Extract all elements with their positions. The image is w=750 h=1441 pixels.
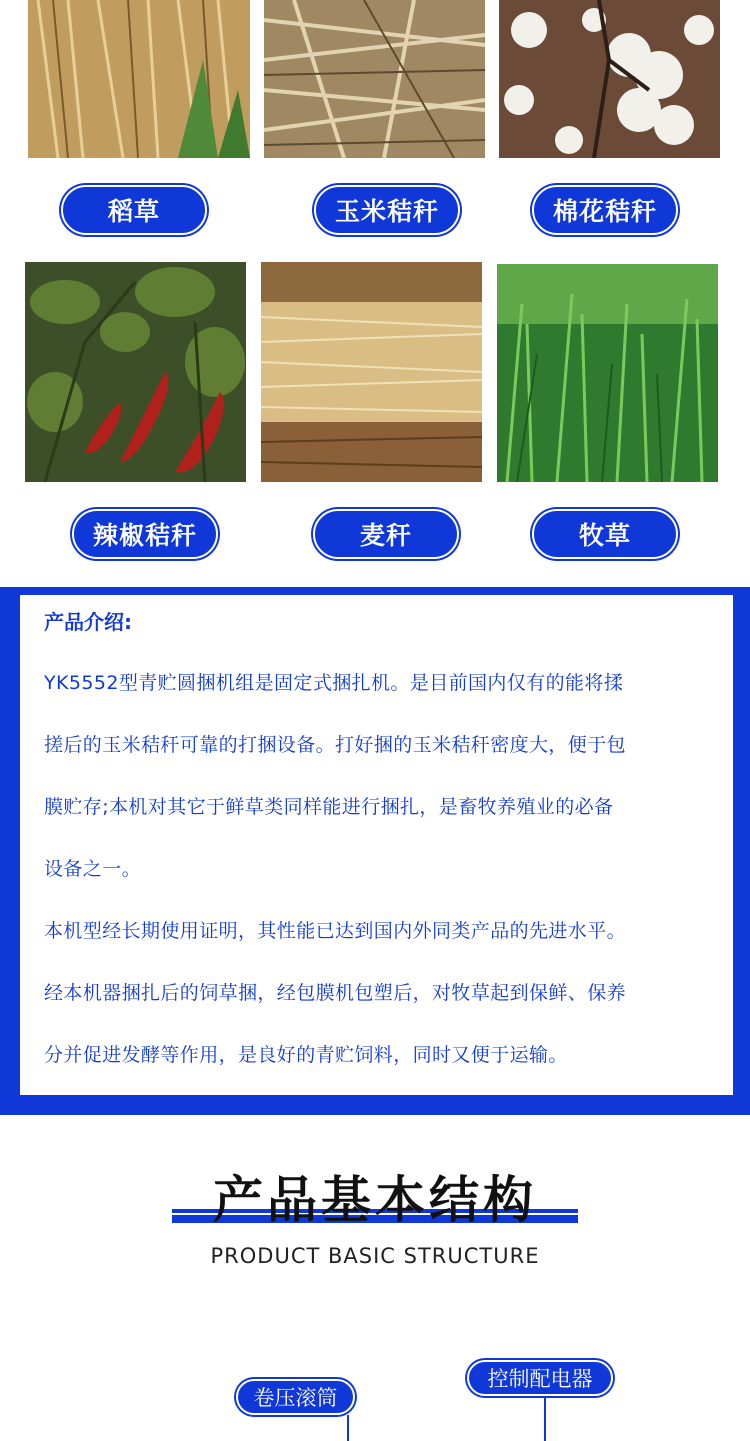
control-panel-leader <box>544 1396 546 1441</box>
part-tag-control-panel: 控制配电器 <box>467 1360 613 1396</box>
press-roller-leader <box>347 1415 349 1441</box>
intro-line: YK5552型青贮圆捆机组是固定式捆扎机。是目前国内仅有的能将揉 <box>44 672 624 694</box>
chili-stalk-photo <box>25 262 246 482</box>
cotton-stalk-photo <box>499 0 720 158</box>
intro-line: 搓后的玉米秸秆可靠的打捆设备。打好捆的玉米秸秆密度大，便于包 <box>44 734 627 756</box>
intro-line: 设备之一。 <box>44 858 142 880</box>
forage-grass-photo <box>497 264 718 482</box>
material-label-forage-grass: 牧草 <box>532 509 678 559</box>
intro-title: 产品介绍: <box>44 610 132 634</box>
part-tag-press-roller: 卷压滚筒 <box>236 1379 355 1415</box>
intro-line: 膜贮存;本机对其它于鲜草类同样能进行捆扎，是畜牧养殖业的必备 <box>44 796 614 818</box>
material-label-corn-stalk: 玉米秸秆 <box>314 185 460 235</box>
material-label-wheat-straw: 麦秆 <box>313 509 459 559</box>
intro-line: 分并促进发酵等作用，是良好的青贮饲料，同时又便于运输。 <box>44 1044 568 1066</box>
corn-stalk-photo <box>264 0 485 158</box>
intro-line: 经本机器捆扎后的饲草捆，经包膜机包塑后，对牧草起到保鲜、保养 <box>44 982 627 1004</box>
material-label-cotton-stalk: 棉花秸秆 <box>532 185 678 235</box>
section-subtitle: PRODUCT BASIC STRUCTURE <box>210 1244 540 1268</box>
wheat-straw-photo <box>261 262 482 482</box>
rice-straw-photo <box>28 0 250 158</box>
material-label-chili-stalk: 辣椒秸秆 <box>72 509 218 559</box>
section-title: 产品基本结构 <box>213 1171 537 1229</box>
material-label-rice-straw: 稻草 <box>61 185 207 235</box>
intro-line: 本机型经长期使用证明，其性能已达到国内外同类产品的先进水平。 <box>44 920 627 942</box>
